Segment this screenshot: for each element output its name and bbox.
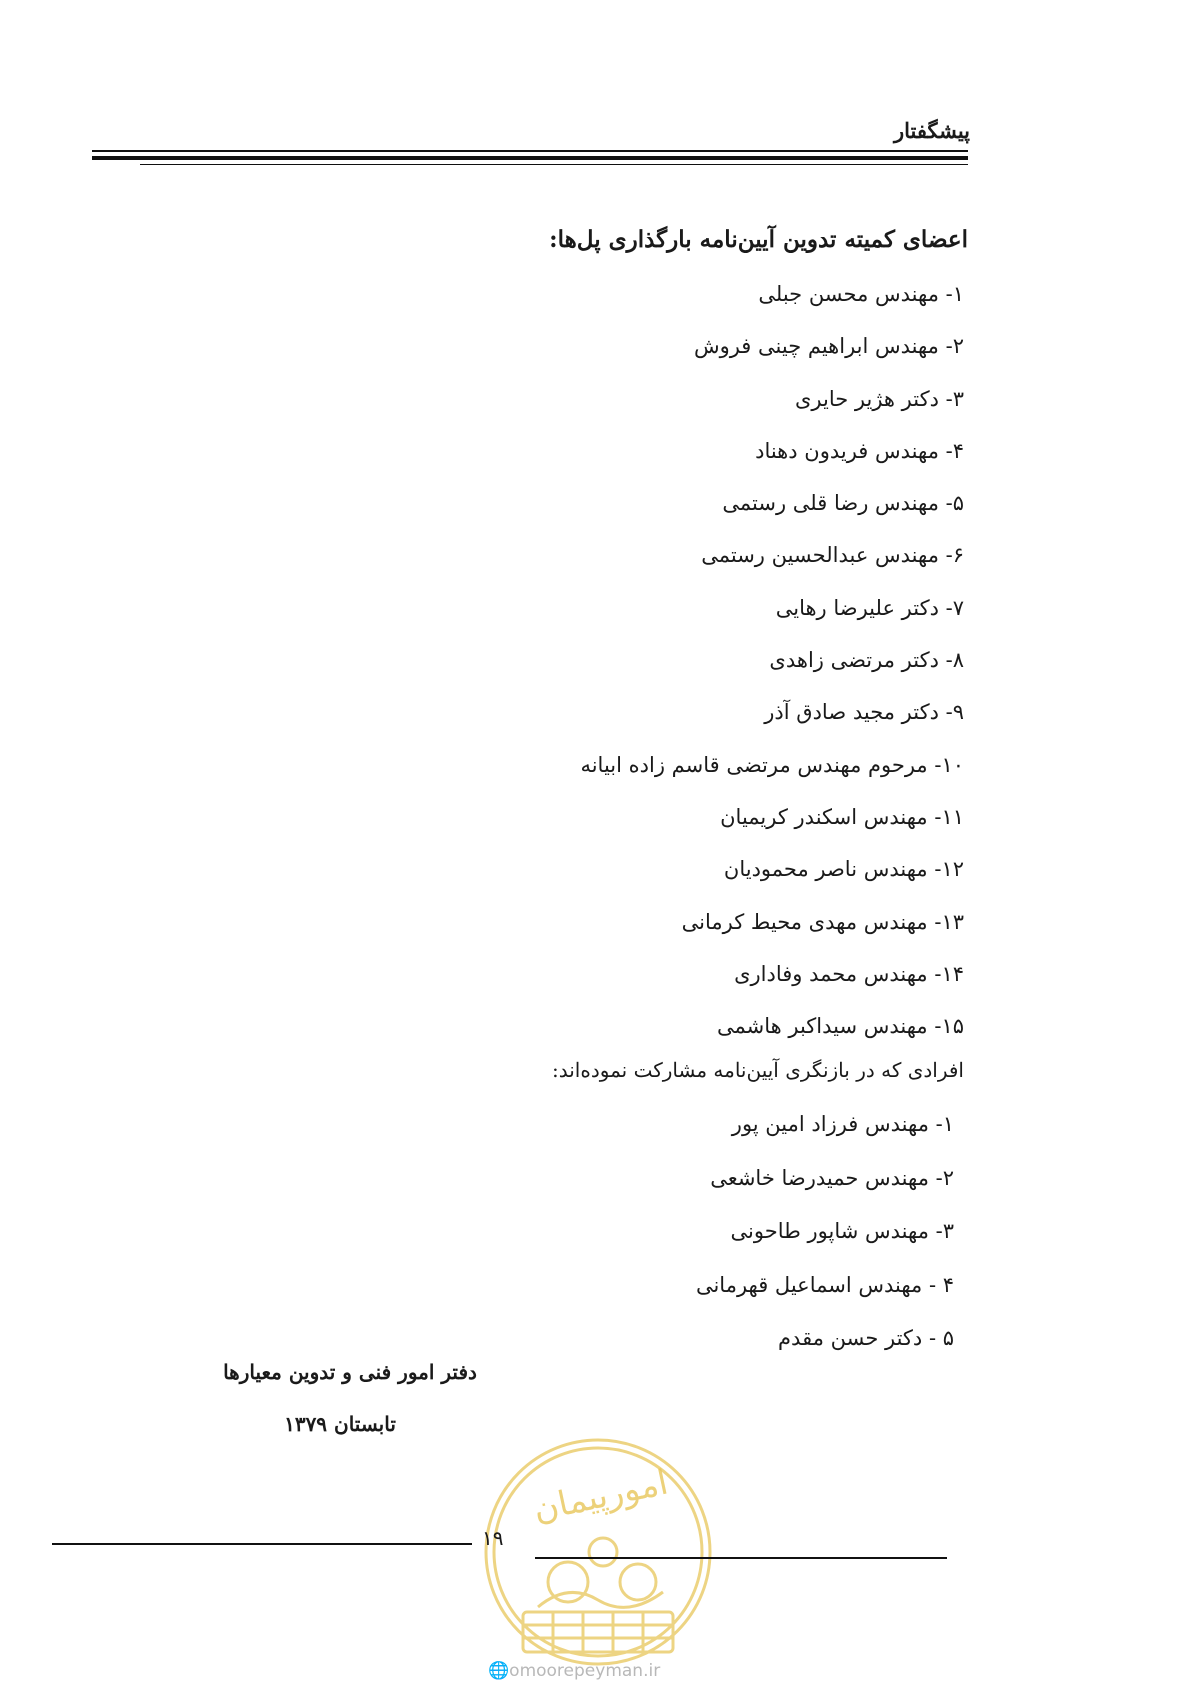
list-item: ۲- مهندس حمیدرضا خاشعی [710,1165,954,1190]
list-item: ۱۱- مهندس اسکندر کریمیان [720,804,964,829]
watermark [488,1661,660,1681]
stamp-logo [478,1432,718,1672]
list-item: ۱- مهندس فرزاد امین پور [731,1112,954,1136]
committee-heading: اعضای کمیته تدوین آیین‌نامه بارگذاری پل‌ها: [549,226,968,253]
list-item: ۱۳- مهندس مهدی محیط کرمانی [681,909,964,934]
watermark-text: omoorepeyman.ir [509,1661,661,1681]
page-header-title: پیشگفتار [893,118,970,143]
list-item: ۷- دکتر علیرضا رهایی [775,595,964,620]
list-item: ۱۰- مرحوم مهندس مرتضی قاسم زاده ابیانه [580,752,964,777]
page-number: ۱۹ [482,1526,504,1550]
globe-icon: 🌐 [488,1661,510,1681]
list-item: ۹- دکتر مجید صادق آذر [764,700,964,725]
list-item: ۱۴- مهندس محمد وفاداری [734,961,964,986]
list-item: ۱۵- مهندس سیداکبر هاشمی [716,1014,964,1039]
list-item: ۴- مهندس فریدون دهناد [755,438,964,463]
list-item: ۱- مهندس محسن جبلی [758,282,964,306]
reviewer-list [696,1112,954,1380]
footer-rule-right [535,1557,947,1559]
list-item: ۳- مهندس شاپور طاحونی [730,1219,954,1243]
list-item: ۸- دکتر مرتضی زاهدی [769,648,964,673]
footer-rule-left [52,1543,472,1545]
list-item: ۵- مهندس رضا قلی رستمی [722,491,964,516]
reviewers-heading: افرادی که در بازنگری آیین‌نامه مشارکت نموده‌اند: [552,1058,964,1082]
list-item: ۴ - مهندس اسماعیل قهرمانی [695,1272,954,1297]
header-rule-thin-lower [140,164,968,165]
list-item: ۱۲- مهندس ناصر محمودیان [723,857,964,882]
signature-office: دفتر امور فنی و تدوین معیارها [223,1360,477,1384]
header-rule-thick [92,156,968,160]
committee-member-list [580,282,964,1066]
list-item: ۶- مهندس عبدالحسین رستمی [701,543,964,568]
header-rule-thin [92,150,968,152]
list-item: ۲- مهندس ابراهیم چینی فروش [693,334,964,359]
list-item: ۵ - دکتر حسن مقدم [778,1326,954,1350]
stamp-text: امورپیمان [529,1462,672,1530]
list-item: ۳- دکتر هژیر حایری [794,386,964,411]
signature-date: تابستان ۱۳۷۹ [284,1412,396,1436]
